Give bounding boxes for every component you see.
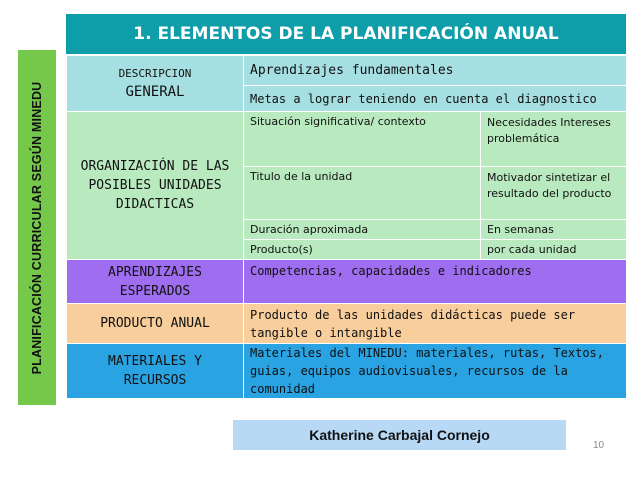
table-row xyxy=(67,344,627,399)
descripcion-big-label: GENERAL xyxy=(125,84,185,100)
org-cell-a: Situación significativa/ contexto xyxy=(244,112,481,167)
aprendizajes-text: Competencias, capacidades e indicadores xyxy=(244,260,627,304)
org-cell-b: Necesidades Intereses problemática xyxy=(481,112,627,167)
producto-label: PRODUCTO ANUAL xyxy=(67,304,244,344)
aprendizajes-label: APRENDIZAJES ESPERADOS xyxy=(67,260,244,304)
descripcion-cell xyxy=(67,56,244,112)
organizacion-cell xyxy=(67,112,244,260)
planning-table xyxy=(66,55,627,399)
org-cell-a: Duración aproximada xyxy=(244,220,481,240)
materiales-label: MATERIALES Y RECURSOS xyxy=(67,344,244,399)
materiales-text: Materiales del MINEDU: materiales, rutas, Textos, guias, equipos audiovisuales, recursos de la comunidad xyxy=(244,344,627,399)
descripcion-small-label: DESCRIPCION xyxy=(118,67,192,80)
metas-cell: Metas a lograr teniendo en cuenta el diagnostico xyxy=(244,86,627,112)
side-label-bar xyxy=(18,50,56,405)
author-box xyxy=(233,420,566,450)
aprendizajes-fundamentales-cell: Aprendizajes fundamentales xyxy=(244,56,627,86)
org-cell-b: En semanas xyxy=(481,220,627,240)
table-row xyxy=(67,112,627,167)
side-label-text: PLANIFICACIÓN CURRICULAR SEGÚN MINEDU xyxy=(30,81,44,375)
org-cell-b: por cada unidad xyxy=(481,240,627,260)
page-number: 10 xyxy=(593,440,605,451)
table-row xyxy=(67,304,627,344)
producto-text: Producto de las unidades didácticas puede ser tangible o intangible xyxy=(244,304,627,344)
table-row xyxy=(67,260,627,304)
author-name: Katherine Carbajal Cornejo xyxy=(309,427,490,443)
organizacion-label: ORGANIZACIÓN DE LAS POSIBLES UNIDADES DIDACTICAS xyxy=(80,159,230,212)
org-cell-b: Motivador sintetizar el resultado del producto xyxy=(481,167,627,220)
table-row xyxy=(67,56,627,86)
slide-title: 1. ELEMENTOS DE LA PLANIFICACIÓN ANUAL xyxy=(66,14,626,54)
org-cell-a: Titulo de la unidad xyxy=(244,167,481,220)
org-cell-a: Producto(s) xyxy=(244,240,481,260)
